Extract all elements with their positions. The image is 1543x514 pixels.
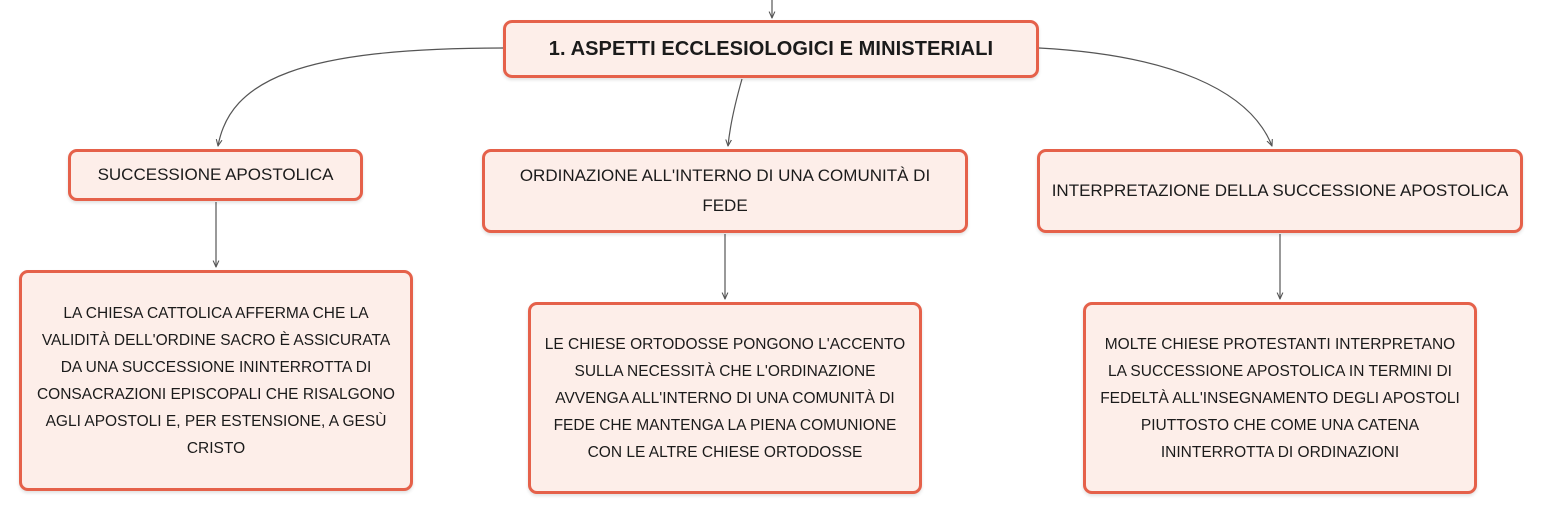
connector-root-interpretation — [1039, 48, 1272, 146]
topic-ordination[interactable] — [482, 149, 968, 233]
connector-root-ordination — [728, 79, 742, 146]
topic-interpretation-label: INTERPRETAZIONE DELLA SUCCESSIONE APOSTOLICA — [1051, 181, 1509, 200]
detail-protestant[interactable] — [1083, 302, 1477, 494]
root-topic-label: 1. ASPETTI ECCLESIOLOGICI E MINISTERIALI — [548, 37, 994, 60]
detail-protestant-text: MOLTE CHIESE PROTESTANTI INTERPRETANO LA SUCCESSIONE APOSTOLICA IN TERMINI DI FEDELTÀ ALL'INSEGNAMENTO DEGLI APOSTOLI PIUTTOSTO CHE COME UNA CATENA ININTERROTTA DI ORDINAZIONI — [1100, 335, 1460, 461]
detail-orthodox-text: LE CHIESE ORTODOSSE PONGONO L'ACCENTO SULLA NECESSITÀ CHE L'ORDINAZIONE AVVENGA ALL'INTERNO DI UNA COMUNITÀ DI FEDE CHE MANTENGA LA PIENA COMUNIONE CON LE ALTRE CHIESE ORTODOSSE — [544, 335, 906, 461]
root-topic[interactable] — [503, 20, 1039, 78]
topic-ordination-label: ORDINAZIONE ALL'INTERNO DI UNA COMUNITÀ DI FEDE — [519, 166, 931, 215]
topic-succession[interactable] — [68, 149, 363, 201]
connector-root-succession — [218, 48, 503, 146]
topic-interpretation[interactable] — [1037, 149, 1523, 233]
topic-succession-label: SUCCESSIONE APOSTOLICA — [97, 165, 334, 184]
detail-orthodox[interactable] — [528, 302, 922, 494]
detail-catholic[interactable] — [19, 270, 413, 491]
detail-catholic-text: LA CHIESA CATTOLICA AFFERMA CHE LA VALIDITÀ DELL'ORDINE SACRO È ASSICURATA DA UNA SUCCESSIONE ININTERROTTA DI CONSACRAZIONI EPISCOPALI CHE RISALGONO AGLI APOSTOLI E, PER ESTENSIONE, A GESÙ CRISTO — [36, 304, 395, 457]
